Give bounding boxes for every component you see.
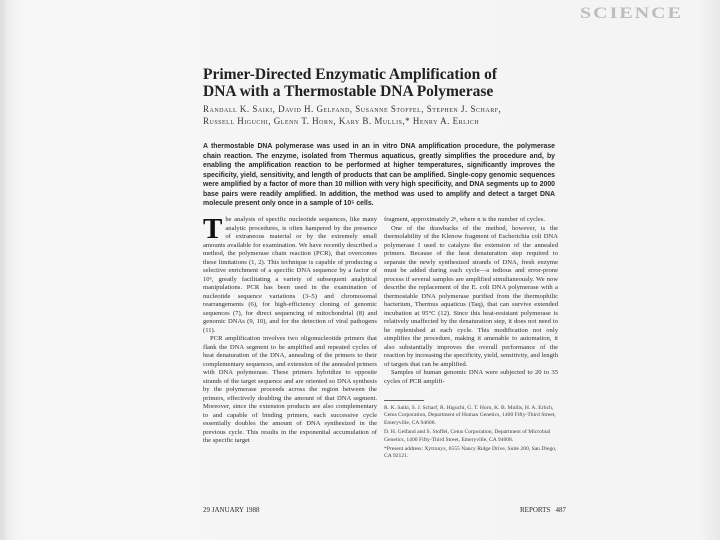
affiliation: D. H. Gelfand and S. Stoffel, Cetus Corporation, Department of Microbial Genetics, 1400 Fifty-Third Street, Emeryville, CA 94608.	[384, 429, 551, 443]
paragraph-text: he analysis of specific nucleotide sequences, like many analytic procedures, is often hampered by the presence of extraneous material or by the extremely small amounts available for examination. We have recently described a method, the polymerase chain reaction (PCR), that overcomes these limitations (1, 2). This technique is capable of producing a selective enrichment of a specific DNA sequence by a factor of 10⁶, greatly facilitating a variety of subsequent analytical manipulations. PCR has been used in the examination of nucleotide sequence variations (3–5) and chromosomal rearrangements (6), for high-efficiency cloning of genomic sequences (7), for direct sequencing of mitochondrial (8) and genomic DNAs (9, 10), and for the detection of viral pathogens (11).	[203, 216, 377, 334]
paragraph: Samples of human genomic DNA were subjected to 20 to 35 cycles of PCR amplifi-	[384, 369, 558, 385]
drop-cap: T	[203, 216, 223, 245]
affiliation: R. K. Saiki, S. J. Scharf, R. Higuchi, G. T. Horn, K. B. Mullis, H. A. Erlich, Cetus Corporation, Department of Human Genetics, 1400 Fifty-Third Street, Emeryville, CA 94608.	[384, 405, 556, 426]
paragraph	[203, 216, 377, 335]
paragraph: PCR amplification involves two oligonucleotide primers that flank the DNA segment to be amplified and repeated cycles of heat denaturation of the DNA, annealing of the primers to their complementary sequences, and extension of the annealed primers with DNA polymerase. These primers hybridize to opposite strands of the target sequence and are oriented so DNA synthesis by the polymerase proceeds across the region between the primers, effectively doubling the amount of that DNA segment. Moreover, since the extension products are also complementary to and capable of binding primers, each successive cycle essentially doubles the amount of DNA synthesized in the previous cycle. This results in the exponential accumulation of the specific target	[203, 335, 377, 444]
body-column-left	[203, 216, 377, 516]
footer-section-page: REPORTS 487	[520, 506, 567, 514]
footnote-rule	[384, 400, 424, 401]
body-column-right	[384, 216, 558, 396]
bleed-through-mark	[146, 182, 149, 194]
abstract: A thermostable DNA polymerase was used in an in vitro DNA amplification procedure, the polymerase chain reaction. The enzyme, isolated from Thermus aquaticus, greatly simplifies the procedure and, by enabling the amplification reaction to be performed at higher temperatures, significantly improves the specificity, yield, sensitivity, and length of products that can be amplified. Single-copy genomic sequences were amplified by a factor of more than 10 million with very high specificity, and DNA segments up to 2000 base pairs were readily amplified. In addition, the method was used to amplify and detect a target DNA molecule present only once in a sample of 10⁵ cells.	[203, 143, 555, 207]
paragraph: One of the drawbacks of the method, however, is the thermolability of the Klenow fragment of Escherichia coli DNA polymerase I used to catalyze the extension of the annealed primers. Because of the heat denaturation step required to separate the newly synthesized strands of DNA, fresh enzyme must be added during each cycle—a tedious and error-prone process if several samples are amplified simultaneously. We now describe the replacement of the E. coli DNA polymerase with a thermostable DNA polymerase purified from the thermophilic bacterium, Thermus aquaticus (Taq), that can survive extended incubation at 95°C (12). Since this heat-resistant polymerase is relatively unaffected by the denaturation step, it does not need to be replenished at each cycle. This modification not only simplifies the procedure, making it amenable to automation, it also substantially improves the overall performance of the reaction by increasing the specificity, yield, sensitivity, and length of targets that can be amplified.	[384, 224, 558, 368]
journal-header: SCIENCE	[580, 4, 683, 22]
article-title: Primer-Directed Enzymatic Amplification of DNA with a Thermostable DNA Polymerase	[203, 66, 497, 100]
footer-date: 29 JANUARY 1988	[203, 506, 260, 514]
author-list: Randall K. Saiki, David H. Gelfand, Susanne Stoffel, Stephen J. Scharf, Russell Higuchi, Glenn T. Horn, Kary B. Mullis,* Henry A. Erlich	[203, 104, 502, 126]
scan-edge	[0, 0, 3, 540]
paragraph: fragment, approximately 2ⁿ, where n is the number of cycles.	[384, 216, 546, 223]
present-address: *Present address: Xytronyx, 6555 Nancy Ridge Drive, Suite 200, San Diego, CA 92121.	[384, 446, 557, 460]
affiliations	[384, 405, 558, 463]
